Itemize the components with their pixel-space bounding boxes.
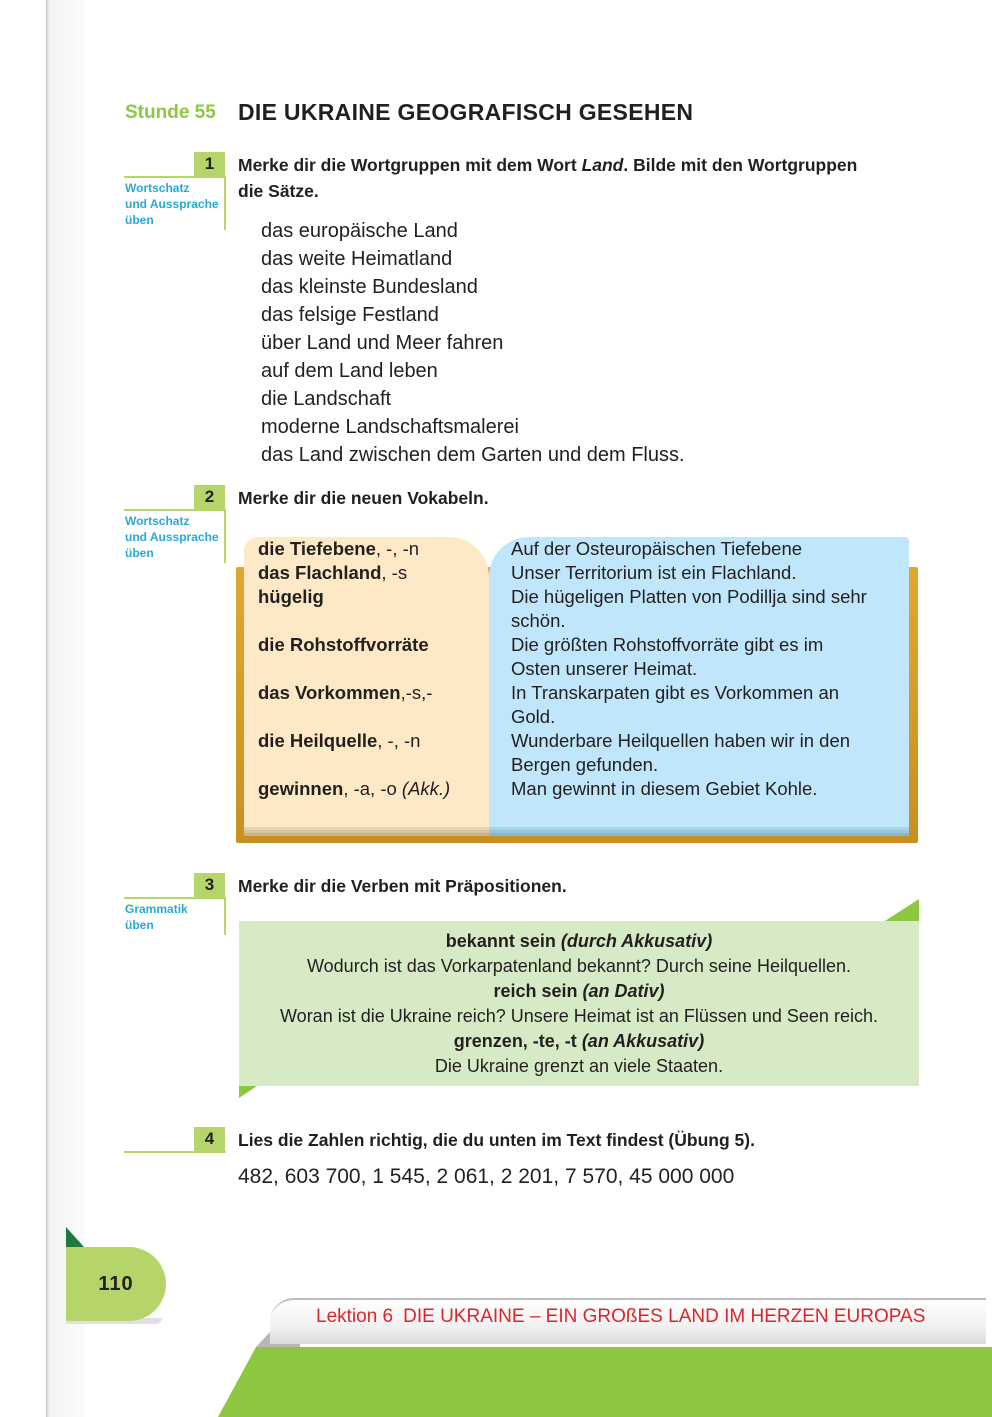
- exercise-2-instruction: Merke dir die neuen Vokabeln.: [238, 488, 489, 508]
- footer-lesson-title: Lektion 6 DIE UKRAINE – EIN GROßES LAND IM HERZEN EUROPAS: [316, 1306, 926, 1327]
- exercise-4-number: 4: [194, 1127, 225, 1151]
- grammar-example: Wodurch ist das Vorkarpatenland bekannt? Durch seine Heilquellen.: [307, 956, 851, 976]
- list-item: über Land und Meer fahren: [261, 332, 504, 354]
- list-item: die Landschaft: [261, 388, 392, 410]
- vocab-word: die Rohstoffvorräte: [258, 634, 429, 655]
- exercise-1-instruction: Merke dir die Wortgruppen mit dem Wort Land. Bilde mit den Wortgruppen die Sätze.: [238, 155, 858, 201]
- vocab-example: Osten unserer Heimat.: [511, 658, 698, 679]
- list-item: das europäische Land: [261, 220, 458, 242]
- list-item: das felsige Festland: [261, 304, 439, 326]
- vocab-word: gewinnen, -a, -o (Akk.): [258, 778, 451, 799]
- lesson-label: Stunde 55: [125, 102, 216, 123]
- list-item: das Land zwischen dem Garten und dem Fluss.: [261, 444, 685, 466]
- vocab-example: In Transkarpaten gibt es Vorkommen an: [511, 682, 840, 703]
- grammar-example: Die Ukraine grenzt an viele Staaten.: [434, 1056, 724, 1076]
- exercise-1-number: 1: [194, 152, 225, 176]
- vocab-example: Die hügeligen Platten von Podillja sind sehr: [511, 586, 867, 607]
- vocab-example: schön.: [511, 610, 566, 631]
- exercise-3-number: 3: [194, 873, 225, 897]
- page-title: DIE UKRAINE GEOGRAFISCH GESEHEN: [238, 99, 694, 125]
- grammar-verb: reich sein (an Dativ): [493, 981, 665, 1001]
- list-item: das kleinste Bundesland: [261, 276, 478, 298]
- grammar-example: Woran ist die Ukraine reich? Unsere Heimat ist an Flüssen und Seen reich.: [280, 1006, 878, 1026]
- list-item: moderne Landschaftsmalerei: [261, 416, 519, 438]
- list-item: das weite Heimatland: [261, 248, 453, 270]
- vocab-word: die Heilquelle, -, -n: [258, 730, 421, 751]
- vocab-example: Bergen gefunden.: [511, 754, 659, 775]
- vocab-word: das Vorkommen,-s,-: [258, 682, 433, 703]
- page-number: 110: [66, 1247, 166, 1321]
- grammar-verb: grenzen, -te, -t (an Akkusativ): [453, 1031, 705, 1051]
- vocab-word: das Flachland, -s: [258, 562, 408, 583]
- exercise-3-skill-label: Grammatik üben: [125, 902, 188, 932]
- exercise-2-number: 2: [194, 485, 225, 509]
- vocab-example: Wunderbare Heilquellen haben wir in den: [511, 730, 851, 751]
- list-item: auf dem Land leben: [261, 360, 438, 382]
- vocab-example: Die größten Rohstoffvorräte gibt es im: [511, 634, 824, 655]
- vocab-word: die Tiefebene, -, -n: [258, 538, 420, 559]
- vocab-example: Man gewinnt in diesem Gebiet Kohle.: [511, 778, 818, 799]
- vocab-word: hügelig: [258, 586, 324, 607]
- exercise-2-skill-label: Wortschatz und Aussprache üben: [125, 514, 219, 560]
- vocab-example: Unser Territorium ist ein Flachland.: [511, 562, 797, 583]
- grammar-verb: bekannt sein (durch Akkusativ): [445, 931, 713, 951]
- vocab-example: Auf der Osteuropäischen Tiefebene: [511, 538, 803, 559]
- exercise-3-instruction: Merke dir die Verben mit Präpositionen.: [238, 876, 567, 896]
- exercise-1-skill-label: Wortschatz und Aussprache üben: [125, 181, 219, 227]
- vocab-example: Gold.: [511, 706, 556, 727]
- number-list: 482, 603 700, 1 545, 2 061, 2 201, 7 570, 45 000 000: [238, 1165, 735, 1188]
- exercise-4-instruction: Lies die Zahlen richtig, die du unten im Text findest (Übung 5).: [238, 1130, 755, 1150]
